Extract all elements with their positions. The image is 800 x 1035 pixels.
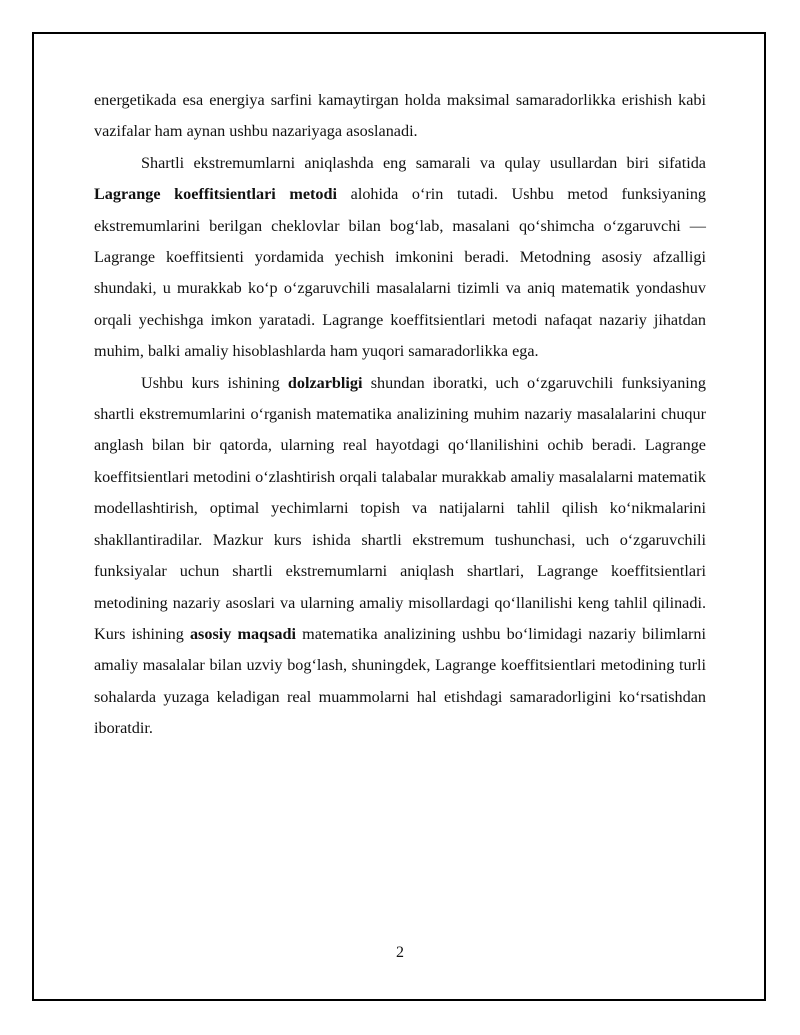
paragraph-lagrange-method	[94, 148, 706, 368]
text-run: alohida o‘rin tutadi. Ushbu metod funksiyaning ekstremumlarini berilgan cheklovlar bilan bog‘lab, masalani qo‘shimcha o‘zgaruvchi — Lagrange koeffitsienti yordamida yechish imkonini beradi. Metodning asosiy afzalligi shundaki, u murakkab ko‘p o‘zgaruvchili masalalarni tizimli va aniq matematik yondashuv orqali yechishga imkon yaratadi. Lagrange koeffitsientlari metodi nafaqat nazariy jihatdan muhim, balki amaliy hisoblashlarda ham yuqori samaradorlikka ega.	[94, 185, 707, 361]
paragraph-relevance	[94, 368, 706, 745]
bold-term-main-goal: asosiy maqsadi	[189, 624, 296, 643]
bold-term-relevance: dolzarbligi	[287, 373, 363, 392]
page-number: 2	[396, 944, 404, 961]
text-run: Shartli ekstremumlarni aniqlashda eng samarali va qulay usullardan biri sifatida	[141, 153, 706, 172]
paragraph-intro-continuation	[94, 85, 706, 148]
text-run: shundan iboratki, uch o‘zgaruvchili funksiyaning shartli ekstremumlarini o‘rganish matematika analizining muhim nazariy masalalarini chuqur anglash bilan bir qatorda, ularning real hayotdagi qo‘llanilishini ochib beradi. Lagrange koeffitsientlari metodini o‘zlashtirish orqali talabalar murakkab amaliy masalalarni matematik modellashtirish, optimal yechimlarni topish va natijalarni tahlil qilish ko‘nikmalarini shakllantiradilar. Mazkur kurs ishida shartli ekstremum tushunchasi, uch o‘zgaruvchili funksiyalar uchun shartli ekstremumlarni aniqlash shartlari, Lagrange koeffitsientlari metodining nazariy asoslari va ularning amaliy misollardagi qo‘llanilishi keng tahlil qilinadi. Kurs ishining	[94, 373, 706, 643]
text-run: Ushbu kurs ishining	[141, 373, 288, 392]
document-body	[94, 85, 706, 745]
text-run: energetikada esa energiya sarfini kamaytirgan holda maksimal samaradorlikka erishish kabi vazifalar ham aynan ushbu nazariyaga asoslanadi.	[94, 91, 706, 141]
bold-term-lagrange-method: Lagrange koeffitsientlari metodi	[94, 185, 338, 204]
text-run: matematika analizining ushbu bo‘limidagi nazariy bilimlarni amaliy masalalar bilan uzviy bog‘lash, shuningdek, Lagrange koeffitsientlari metodining turli sohalarda yuzaga keladigan real muammolarni hal etishdagi samaradorligini ko‘rsatishdan iboratdir.	[94, 624, 706, 738]
